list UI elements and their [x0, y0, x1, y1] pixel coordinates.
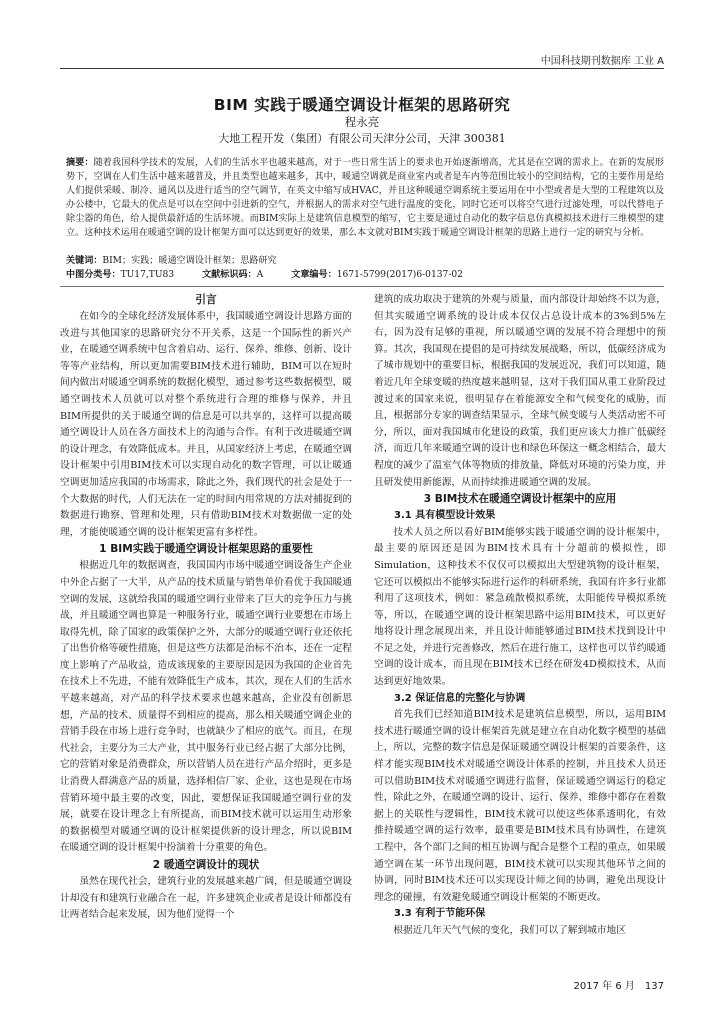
clc-label: 中图分类号： — [66, 270, 121, 280]
section-2-continued-paragraph: 建筑的成功取决于建筑的外观与质量，而内部设计却始终不以为意，但其实暖通空调系统的设计成本仅仅占总设计成本的3%到5%左右，因为没有足够的重视，所以暖通空调的发展不符合理想中的预算。其次，我国现在提倡的是可持续发展战略，所以，低碳经济成为了城市规划中的重要目标，根据我国的发展近况，我们可以知道，随着近几年全球变暖的热度越来越明显，这对于我们国从重工业阶段过渡过来的国家来说，很明显存在着能源安全和气候变化的威胁，而且，根据部分专家的调查结果显示，全球气候变暖与人类活动密不可分，所以，面对我国城市化建设的政策，我们更应该大力推广低碳经济，而近几年来暖通空调的设计也和绿色环保这一概念相结合，最大程度的减少了温室气体等物质的排放量，降低对环境的污染力度，并且研发使用新能源，从而持续推进暖通空调的发展。 — [374, 294, 666, 488]
intro-heading: 引言 — [195, 294, 217, 306]
section-1-paragraph: 根据近几年的数据调查，我国国内市场中暖通空调设备生产企业中外企占据了一大半，从产品的技术质量与销售单价看优于我国暖通空调的发展，这就给我国的暖通空调行业带来了巨大的竞争压力与挑战，并且暖通空调也算是一种服务行业，暖通空调行业要想在市场上取得先机，除了国家的政策保护之外，大部分的暖通空调行业还依托了出售价格等硬性措施，但是这些方法都是治标不治本，还在一定程度上影响了产品收益，造成该现象的主要原因是因为我国的企业首先在技术上不先进，不能有效降低生产成本，其次，现在人们的生活水平越来越高，对产品的科学技术要求也越来越高，企业没有创新思想，产品的技术、质量得不到相应的提高，那么相关暖通空调企业的营销手段在市场上进行竞争时，也就缺少了相应的底气。而且，在现代社会，主要分为三大产业，其中服务行业已经占据了大部分比例，它的营销对象是消费群众，所以营销人员在进行产品介绍时，更多是让消费人群满意产品的质量，选择相信厂家、企业，这也是现在市场营销环境中最主要的改变，因此，要想保证我国暖通空调行业的发展，就要在设计理念上有所提高，而BIM技术就可以运用生动形象的数据模型对暖通空调的设计框架提供新的设计理念，所以说BIM在暖通空调的设计框架中扮演着十分重要的角色。 — [60, 560, 352, 854]
section-2-heading: 2 暖通空调设计的现状 — [152, 859, 260, 871]
left-column — [60, 292, 352, 976]
section-2-paragraph: 虽然在现代社会，建筑行业的发展越来越广阔，但是暖通空调设计却没有和建筑行业融合在一起，许多建筑企业或者是设计师都没有让两者结合起来发展，因为他们觉得一个 — [60, 876, 352, 921]
section-1-heading: 1 BIM实践于暖通空调设计框架思路的重要性 — [99, 543, 313, 556]
doc-code-value: A — [256, 270, 264, 280]
abstract — [66, 156, 664, 240]
doc-code-label: 文献标识码： — [202, 270, 257, 280]
page-footer — [574, 977, 664, 992]
keywords-label: 关键词： — [66, 255, 103, 266]
author-affiliation: 大地工程开发（集团）有限公司天津分公司，天津 300381 — [218, 132, 506, 145]
section-3-3-heading: 3.3 有利于节能环保 — [394, 908, 486, 920]
abstract-text: 随着我国科学技术的发展，人们的生活水平也越来越高，对于一些日常生活上的要求也开始逐渐增高，尤其是在空调的需求上。在新的发展形势下，空调在人们生活中越来越普及，并且类型也越来越多，其中，暖通空调就是商业室内或者是车内等范围比较小的空间结构，它的主要作用是给人们提供采暖、制冷、通风以及进行适当的空气调节，在英文中缩写成HVAC，并且这种暖通空调系统主要运用在中小型或者是大型的工程建筑以及办公楼中，它最大的优点是可以在空间中引进新的空气，并根据人的需求对空气进行温度的变化，同时它还可以将空气进行过滤处理，可以代替电子除尘器的角色，给人提供最舒适的生活环境。而BIM实际上是建筑信息模型的缩写，它主要是通过自动化的数字信息仿真模拟技术进行三维模型的建立。这种技术运用在暖通空调的设计框架方面可以达到更好的效果，那么本文就对BIM实践于暖通空调设计框架的思路上进行一定的研究与分析。 — [66, 158, 664, 238]
section-3-1-paragraph: 技术人员之所以看好BIM能够实践于暖通空调的设计框架中，最主要的原因还是因为BIM技术具有十分超前的模拟性，即Simulation，这种技术不仅仅可以模拟出大型建筑物的设计框架，它还可以模拟出不能够实际进行运作的科研系统，我国有许多行业都利用了这项技术，例如：紧急疏散模拟系统，太阳能传导模拟系统等，所以，在暖通空调的设计框架思路中运用BIM技术，可以更好地将设计理念展现出来，并且设计师能够通过BIM技术找到设计中不足之处，并进行完善修改，然后在进行施工，这样也可以节约暖通空调的设计成本，而且现在BIM技术已经在研发4D模拟技术，从而达到更好地效果。 — [374, 526, 666, 688]
journal-name: 中国科技期刊数据库 工业 A — [540, 56, 664, 67]
header-divider — [60, 286, 664, 287]
page-number: 137 — [644, 981, 664, 992]
abstract-label: 摘要： — [66, 158, 94, 168]
article-number-value: 1671-5799(2017)6-0137-02 — [336, 270, 463, 280]
classification-row — [66, 268, 664, 282]
article-title: BIM 实践于暖通空调设计框架的思路研究 — [213, 96, 511, 114]
keywords — [66, 254, 664, 268]
section-3-2-heading: 3.2 保证信息的完整化与协调 — [394, 692, 526, 704]
author-name: 程永亮 — [344, 115, 380, 129]
section-3-heading: 3 BIM技术在暖通空调设计框架中的应用 — [423, 493, 617, 506]
issue-date: 2017 年 6 月 — [573, 981, 635, 992]
intro-paragraph: 在如今的全球化经济发展体系中，我国暖通空调设计思路方面的改进与其他国家的思路研究分不开关系，这是一个国际性的新兴产业，在暖通空调系统中包含着启动、运行、保养、维修、创新、设计等等产业结构，所以更加需要BIM技术进行辅助，BIM可以在短时间内做出对暖通空调系统的数据化模型，通过参考这些数据模型，暖通空调技术人员就可以对整个系统进行合理的维修与保养，并且BIM所提供的关于暖通空调的信息是可以共享的，这样可以提高暖通空调设计人员在各方面技术上的沟通与合作。有利于改进暖通空调的设计理念，有效降低成本。并且，从国家经济上考虑，在暖通空调设计框架中引用BIM技术可以实现自动化的数字管理，可以让暖通空调更加适应我国的市场需求，除此之外，我们现代的社会是处于一个大数据的时代，人们无法在一定的时间内用常规的方法对捕捉到的数据进行勘察、管理和处理，只有借助BIM技术对数据做一定的处理，才能使暖通空调的设计框架更富有多样性。 — [60, 311, 352, 538]
section-3-3-paragraph: 根据近几年天气气候的变化，我们可以了解到城市地区 — [393, 924, 626, 936]
right-column — [374, 292, 666, 976]
clc-value: TU17,TU83 — [120, 270, 175, 280]
section-3-2-paragraph: 首先我们已经知道BIM技术是建筑信息模型，所以，运用BIM技术进行暖通空调的设计框架首先就是建立在自动化数字模型的基础上，所以，完整的数字信息是保证暖通空调设计框架的首要条件，这样才能实现BIM技术对暖通空调设计体系的控制，并且技术人员还可以借助BIM技术对暖通空调进行监督，保证暖通空调运行的稳定性，除此之外，在暖通空调的设计、运行、保养、维修中都存在着数据上的关联性与逻辑性，BIM技术就可以使这些体系透明化，有效推持暖通空调的运行效率，最重要是BIM技术具有协调性，在建筑工程中，各个部门之间的相互协调与配合是整个工程的重点，如果暖通空调在某一环节出现问题，BIM技术就可以实现其他环节之间的协调，同时BIM技术还可以实现设计师之间的协调，避免出现设计理念的碰撞，有效避免暖通空调设计框架的不断更改。 — [374, 709, 666, 903]
journal-header — [60, 52, 664, 69]
article-number-label: 文章编号： — [291, 270, 337, 280]
section-3-1-heading: 3.1 具有模型设计效果 — [394, 510, 496, 522]
keywords-text: BIM；实践；暖通空调设计框架；思路研究 — [102, 256, 277, 266]
